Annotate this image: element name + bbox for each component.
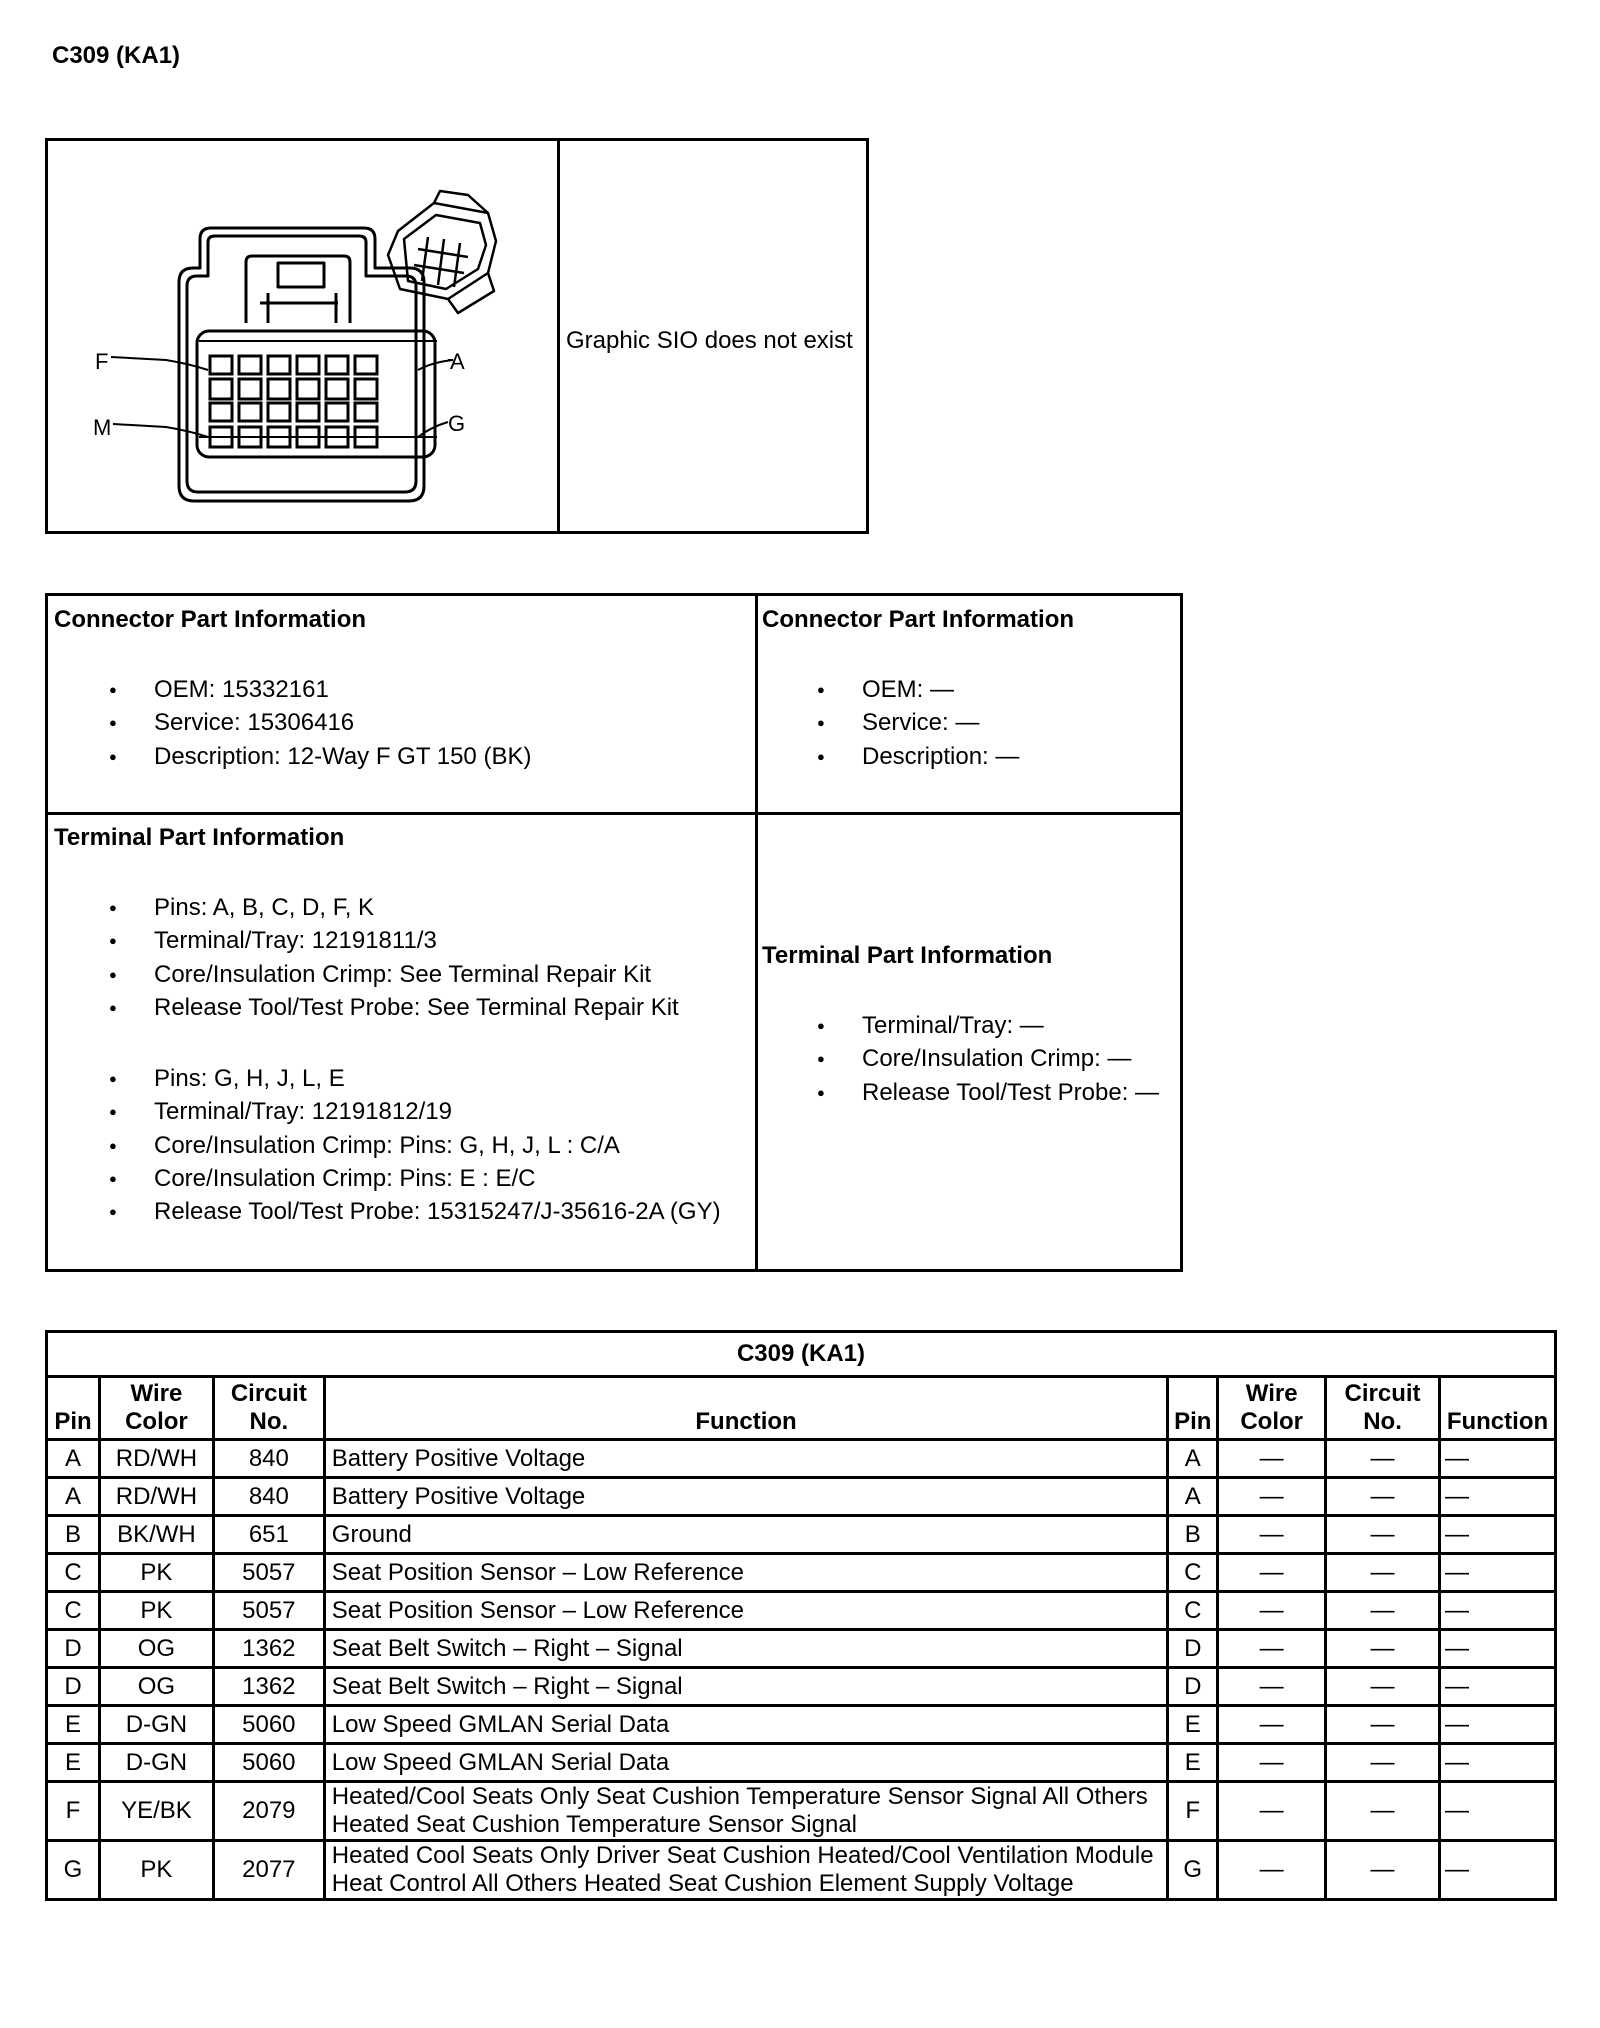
cell-wire-color-2: — bbox=[1218, 1440, 1326, 1478]
connector-latch bbox=[246, 256, 350, 323]
cell-wire-color: RD/WH bbox=[99, 1478, 213, 1516]
cell-pin: G bbox=[47, 1841, 100, 1900]
page-title: C309 (KA1) bbox=[52, 42, 181, 69]
cell-pin: D bbox=[47, 1668, 100, 1706]
cell-function-2: — bbox=[1439, 1630, 1555, 1668]
right-connector-title: Connector Part Information bbox=[762, 606, 1075, 633]
cell-function: Low Speed GMLAN Serial Data bbox=[324, 1744, 1168, 1782]
cell-function: Battery Positive Voltage bbox=[324, 1478, 1168, 1516]
cell-wire-color: D-GN bbox=[99, 1706, 213, 1744]
callout-line-m bbox=[113, 424, 208, 437]
table-row bbox=[47, 1592, 1556, 1630]
pin-cavity bbox=[239, 356, 261, 374]
cell-pin: C bbox=[47, 1554, 100, 1592]
header-wire-color-2: Wire Color bbox=[1218, 1377, 1326, 1440]
cell-circuit-2: — bbox=[1326, 1744, 1440, 1782]
cell-circuit: 1362 bbox=[213, 1630, 324, 1668]
cell-wire-color: YE/BK bbox=[99, 1782, 213, 1841]
cell-function: Heated/Cool Seats Only Seat Cushion Temperature Sensor Signal All Others Heated Seat Cushion Temperature Sensor Signal bbox=[324, 1782, 1168, 1841]
cell-wire-color: PK bbox=[99, 1841, 213, 1900]
pin-cavity bbox=[326, 356, 348, 374]
info-divider-vertical bbox=[755, 596, 758, 1269]
cell-function: Battery Positive Voltage bbox=[324, 1440, 1168, 1478]
graphic-sio-note: Graphic SIO does not exist bbox=[566, 327, 853, 354]
cell-circuit: 2077 bbox=[213, 1841, 324, 1900]
pin-cavity bbox=[268, 379, 290, 399]
connector-face-diagram bbox=[48, 141, 557, 531]
cell-function-2: — bbox=[1439, 1554, 1555, 1592]
table-row bbox=[47, 1440, 1556, 1478]
cell-wire-color: PK bbox=[99, 1554, 213, 1592]
cell-circuit-2: — bbox=[1326, 1516, 1440, 1554]
cell-circuit: 651 bbox=[213, 1516, 324, 1554]
pin-label-a: A bbox=[450, 349, 465, 374]
connector-graphic-panel bbox=[45, 138, 869, 534]
pin-label-m: M bbox=[93, 415, 112, 440]
cell-circuit: 5060 bbox=[213, 1706, 324, 1744]
list-item: ● Pins: G, H, J, L, E bbox=[54, 1062, 721, 1095]
cell-pin: B bbox=[47, 1516, 100, 1554]
cell-function-2: — bbox=[1439, 1744, 1555, 1782]
cell-pin-2: C bbox=[1168, 1592, 1218, 1630]
cell-pin-2: G bbox=[1168, 1841, 1218, 1900]
cell-pin-2: D bbox=[1168, 1668, 1218, 1706]
cell-pin: C bbox=[47, 1592, 100, 1630]
pin-cavity bbox=[210, 379, 232, 399]
pinout-table bbox=[45, 1330, 1557, 1901]
cell-pin: E bbox=[47, 1744, 100, 1782]
table-row bbox=[47, 1630, 1556, 1668]
list-item: ● Release Tool/Test Probe: 15315247/J-35616-2A (GY) bbox=[54, 1195, 721, 1228]
left-terminal-list-1 bbox=[54, 891, 679, 1024]
cell-wire-color-2: — bbox=[1218, 1516, 1326, 1554]
cell-wire-color-2: — bbox=[1218, 1592, 1326, 1630]
list-item: ● Release Tool/Test Probe: — bbox=[762, 1076, 1159, 1109]
pin-cavity bbox=[268, 403, 290, 421]
cell-function-2: — bbox=[1439, 1592, 1555, 1630]
cell-circuit-2: — bbox=[1326, 1592, 1440, 1630]
cell-pin-2: D bbox=[1168, 1630, 1218, 1668]
cell-function-2: — bbox=[1439, 1478, 1555, 1516]
pin-cavity bbox=[210, 403, 232, 421]
cell-wire-color: OG bbox=[99, 1668, 213, 1706]
pin-cavity bbox=[239, 403, 261, 421]
pin-cavity bbox=[268, 356, 290, 374]
cell-pin-2: C bbox=[1168, 1554, 1218, 1592]
cell-circuit: 5057 bbox=[213, 1592, 324, 1630]
cell-pin-2: A bbox=[1168, 1440, 1218, 1478]
cell-wire-color: OG bbox=[99, 1630, 213, 1668]
cell-function-2: — bbox=[1439, 1516, 1555, 1554]
pin-label-g: G bbox=[448, 411, 466, 436]
cell-circuit: 5060 bbox=[213, 1744, 324, 1782]
cell-circuit: 840 bbox=[213, 1440, 324, 1478]
pin-cavity bbox=[297, 356, 319, 374]
connector-housing-inner bbox=[187, 236, 416, 492]
pin-label-f: F bbox=[95, 349, 109, 374]
header-circuit-no: Circuit No. bbox=[213, 1377, 324, 1440]
cell-pin-2: E bbox=[1168, 1744, 1218, 1782]
cell-function-2: — bbox=[1439, 1841, 1555, 1900]
cell-wire-color: BK/WH bbox=[99, 1516, 213, 1554]
cell-wire-color-2: — bbox=[1218, 1554, 1326, 1592]
list-item: ● Terminal/Tray: 12191811/3 bbox=[54, 924, 679, 957]
list-item: ● Core/Insulation Crimp: Pins: E : E/C bbox=[54, 1162, 721, 1195]
right-terminal-title: Terminal Part Information bbox=[762, 942, 1053, 969]
pin-cavity bbox=[355, 403, 377, 421]
cell-circuit-2: — bbox=[1326, 1782, 1440, 1841]
cell-circuit-2: — bbox=[1326, 1440, 1440, 1478]
list-item: ● Service: 15306416 bbox=[54, 706, 531, 739]
cell-wire-color-2: — bbox=[1218, 1668, 1326, 1706]
table-row bbox=[47, 1478, 1556, 1516]
cell-function-2: — bbox=[1439, 1668, 1555, 1706]
pin-cavity bbox=[297, 403, 319, 421]
right-terminal-list bbox=[762, 1009, 1159, 1109]
connector-iso-view bbox=[388, 191, 496, 313]
cell-function-2: — bbox=[1439, 1782, 1555, 1841]
cell-circuit-2: — bbox=[1326, 1554, 1440, 1592]
cell-function: Seat Belt Switch – Right – Signal bbox=[324, 1668, 1168, 1706]
list-item: ● Terminal/Tray: 12191812/19 bbox=[54, 1095, 721, 1128]
table-row bbox=[47, 1554, 1556, 1592]
cell-wire-color-2: — bbox=[1218, 1744, 1326, 1782]
cell-circuit-2: — bbox=[1326, 1478, 1440, 1516]
cell-circuit-2: — bbox=[1326, 1841, 1440, 1900]
table-row bbox=[47, 1668, 1556, 1706]
left-connector-title: Connector Part Information bbox=[54, 606, 367, 633]
list-item: ● Pins: A, B, C, D, F, K bbox=[54, 891, 679, 924]
pin-cavity bbox=[355, 379, 377, 399]
list-item: ● Release Tool/Test Probe: See Terminal Repair Kit bbox=[54, 991, 679, 1024]
cell-wire-color-2: — bbox=[1218, 1841, 1326, 1900]
cell-function: Heated Cool Seats Only Driver Seat Cushion Heated/Cool Ventilation Module Heat Control All Others Heated Seat Cushion Element Supply Voltage bbox=[324, 1841, 1168, 1900]
cell-wire-color: PK bbox=[99, 1592, 213, 1630]
right-connector-list bbox=[762, 673, 1019, 773]
header-wire-color: Wire Color bbox=[99, 1377, 213, 1440]
pin-cavity bbox=[297, 379, 319, 399]
cell-pin-2: E bbox=[1168, 1706, 1218, 1744]
table-row bbox=[47, 1744, 1556, 1782]
header-function: Function bbox=[324, 1377, 1168, 1440]
table-row bbox=[47, 1782, 1556, 1841]
left-terminal-title: Terminal Part Information bbox=[54, 824, 345, 851]
list-item: ● OEM: — bbox=[762, 673, 1019, 706]
cell-circuit: 1362 bbox=[213, 1668, 324, 1706]
cell-circuit-2: — bbox=[1326, 1706, 1440, 1744]
cell-pin: A bbox=[47, 1440, 100, 1478]
cell-function: Seat Belt Switch – Right – Signal bbox=[324, 1630, 1168, 1668]
cell-pin-2: A bbox=[1168, 1478, 1218, 1516]
cell-wire-color: RD/WH bbox=[99, 1440, 213, 1478]
left-connector-list bbox=[54, 673, 531, 773]
cell-function: Seat Position Sensor – Low Reference bbox=[324, 1592, 1168, 1630]
header-pin-2: Pin bbox=[1168, 1377, 1218, 1440]
pin-cavity bbox=[326, 403, 348, 421]
cell-circuit-2: — bbox=[1326, 1630, 1440, 1668]
cell-pin: E bbox=[47, 1706, 100, 1744]
cell-pin-2: F bbox=[1168, 1782, 1218, 1841]
cell-wire-color-2: — bbox=[1218, 1478, 1326, 1516]
list-item: ● Terminal/Tray: — bbox=[762, 1009, 1159, 1042]
table-row bbox=[47, 1706, 1556, 1744]
list-item: ● Core/Insulation Crimp: — bbox=[762, 1042, 1159, 1075]
cell-wire-color-2: — bbox=[1218, 1782, 1326, 1841]
list-item: ● Description: — bbox=[762, 740, 1019, 773]
cell-function-2: — bbox=[1439, 1706, 1555, 1744]
cell-function: Low Speed GMLAN Serial Data bbox=[324, 1706, 1168, 1744]
graphic-divider bbox=[557, 141, 560, 531]
callout-line-f bbox=[111, 357, 208, 370]
cell-wire-color-2: — bbox=[1218, 1706, 1326, 1744]
header-pin: Pin bbox=[47, 1377, 100, 1440]
cell-circuit-2: — bbox=[1326, 1668, 1440, 1706]
cell-pin-2: B bbox=[1168, 1516, 1218, 1554]
connector-housing-outline bbox=[179, 228, 424, 501]
cell-circuit: 2079 bbox=[213, 1782, 324, 1841]
cell-function-2: — bbox=[1439, 1440, 1555, 1478]
pin-cavity bbox=[355, 356, 377, 374]
cell-circuit: 5057 bbox=[213, 1554, 324, 1592]
pin-cavity bbox=[210, 356, 232, 374]
info-divider-horizontal bbox=[48, 812, 1180, 815]
cell-circuit: 840 bbox=[213, 1478, 324, 1516]
table-row bbox=[47, 1516, 1556, 1554]
pin-cavity bbox=[326, 379, 348, 399]
cell-function: Ground bbox=[324, 1516, 1168, 1554]
cell-pin: F bbox=[47, 1782, 100, 1841]
cell-wire-color-2: — bbox=[1218, 1630, 1326, 1668]
header-function-2: Function bbox=[1439, 1377, 1555, 1440]
part-info-panel bbox=[45, 593, 1183, 1272]
list-item: ● Core/Insulation Crimp: Pins: G, H, J, L : C/A bbox=[54, 1129, 721, 1162]
cell-pin: D bbox=[47, 1630, 100, 1668]
list-item: ● Service: — bbox=[762, 706, 1019, 739]
cell-function: Seat Position Sensor – Low Reference bbox=[324, 1554, 1168, 1592]
pin-cavity bbox=[239, 379, 261, 399]
left-terminal-list-2 bbox=[54, 1062, 721, 1228]
header-circuit-no-2: Circuit No. bbox=[1326, 1377, 1440, 1440]
table-title: C309 (KA1) bbox=[47, 1332, 1556, 1377]
table-row bbox=[47, 1841, 1556, 1900]
cell-pin: A bbox=[47, 1478, 100, 1516]
list-item: ● Description: 12-Way F GT 150 (BK) bbox=[54, 740, 531, 773]
list-item: ● Core/Insulation Crimp: See Terminal Repair Kit bbox=[54, 958, 679, 991]
list-item: ● OEM: 15332161 bbox=[54, 673, 531, 706]
cell-wire-color: D-GN bbox=[99, 1744, 213, 1782]
